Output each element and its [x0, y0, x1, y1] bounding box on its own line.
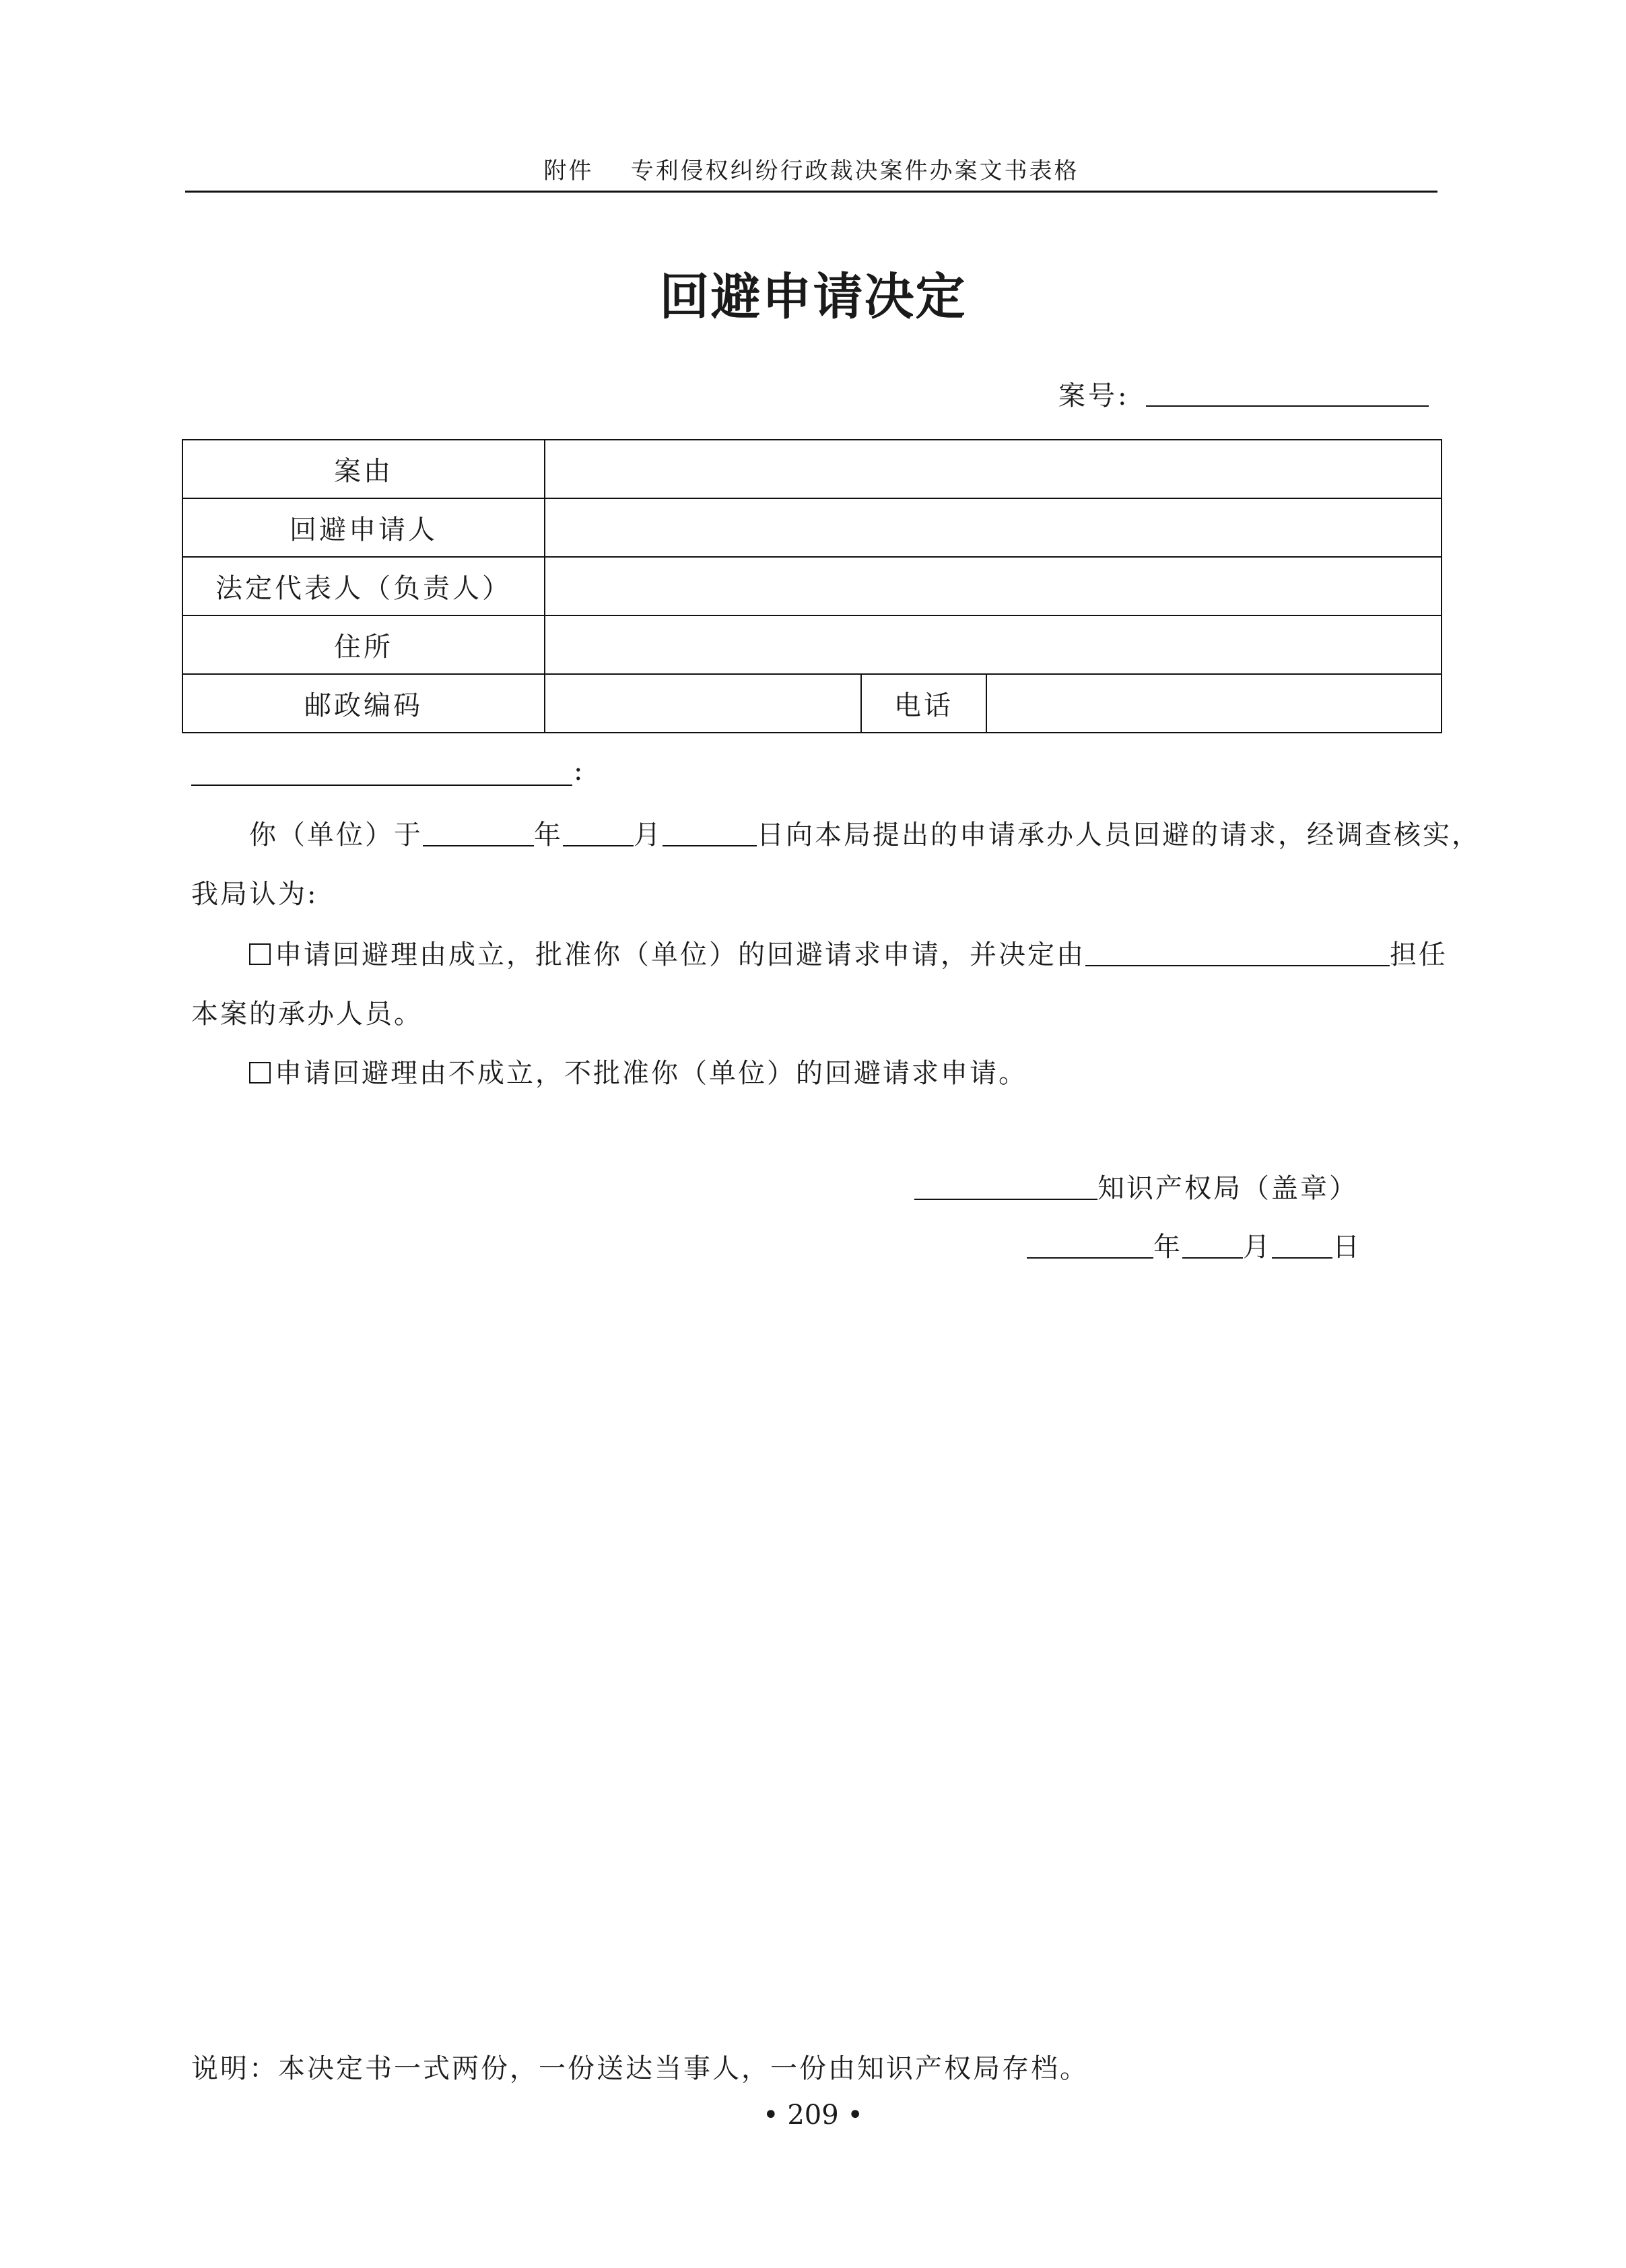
office-name-field[interactable]: [914, 1172, 1097, 1200]
sign-month-label: 月: [1243, 1232, 1272, 1263]
info-table: [182, 439, 1442, 733]
option2-text: 申请回避理由不成立，不批准你（单位）的回避请求申请。: [275, 1058, 1027, 1089]
option-approve: [249, 933, 1448, 972]
para1-text-c: 我局认为:: [191, 879, 318, 910]
sign-month-field[interactable]: [1182, 1230, 1243, 1259]
case-reason-field[interactable]: [545, 440, 1442, 498]
option1-text-c: 本案的承办人员。: [191, 999, 423, 1030]
running-header: 附件 专利侵权纠纷行政裁决案件办案文书表格: [543, 158, 1079, 185]
case-reason-label: 案由: [182, 440, 545, 498]
page-number: • 209 •: [763, 2100, 863, 2131]
option1-text-a: 申请回避理由成立，批准你（单位）的回避请求申请，并决定由: [275, 939, 1085, 970]
case-number-field[interactable]: [1146, 405, 1429, 407]
address-label: 住所: [182, 615, 545, 674]
option-reject: [249, 1052, 1027, 1090]
legal-rep-field[interactable]: [545, 557, 1442, 615]
sign-year-label: 年: [1153, 1232, 1182, 1263]
request-year-field[interactable]: [423, 818, 534, 846]
para1-text-a: 你（单位）于: [249, 820, 423, 850]
table-row: [182, 557, 1442, 615]
new-handler-field[interactable]: [1085, 938, 1390, 966]
postcode-field[interactable]: [545, 674, 861, 733]
table-row: [182, 615, 1442, 674]
sign-day-field[interactable]: [1272, 1230, 1332, 1259]
request-day-field[interactable]: [663, 818, 757, 846]
address-field[interactable]: [545, 615, 1442, 674]
table-row: [182, 498, 1442, 557]
table-row: [182, 674, 1442, 733]
signature-office: [914, 1167, 1358, 1205]
sign-year-field[interactable]: [1027, 1230, 1153, 1259]
reject-checkbox[interactable]: [249, 1062, 271, 1083]
paragraph-request: [249, 813, 1481, 852]
header-rule: [185, 191, 1437, 193]
addressee-field[interactable]: [191, 785, 572, 786]
para1-text-b: 日向本局提出的申请承办人员回避的请求，经调查核实，: [757, 820, 1481, 850]
applicant-field[interactable]: [545, 498, 1442, 557]
document-title: 回避申请决定: [659, 268, 967, 326]
table-row: [182, 440, 1442, 498]
request-month-field[interactable]: [563, 818, 634, 846]
para1-year: 年: [534, 820, 563, 850]
footer-note: 说明：本决定书一式两份，一份送达当事人，一份由知识产权局存档。: [191, 2053, 1089, 2084]
option1-text-b: 担任: [1390, 939, 1448, 970]
signature-date: [1027, 1226, 1361, 1264]
phone-label: 电话: [861, 674, 986, 733]
postcode-label: 邮政编码: [182, 674, 545, 733]
office-label: 知识产权局（盖章）: [1097, 1173, 1358, 1204]
phone-field[interactable]: [986, 674, 1442, 733]
legal-rep-label: 法定代表人（负责人）: [182, 557, 545, 615]
approve-checkbox[interactable]: [249, 943, 271, 965]
applicant-label: 回避申请人: [182, 498, 545, 557]
case-number-label: 案号:: [1058, 380, 1130, 411]
sign-day-label: 日: [1332, 1232, 1361, 1263]
para1-month: 月: [634, 820, 663, 850]
addressee-colon: :: [574, 756, 583, 787]
